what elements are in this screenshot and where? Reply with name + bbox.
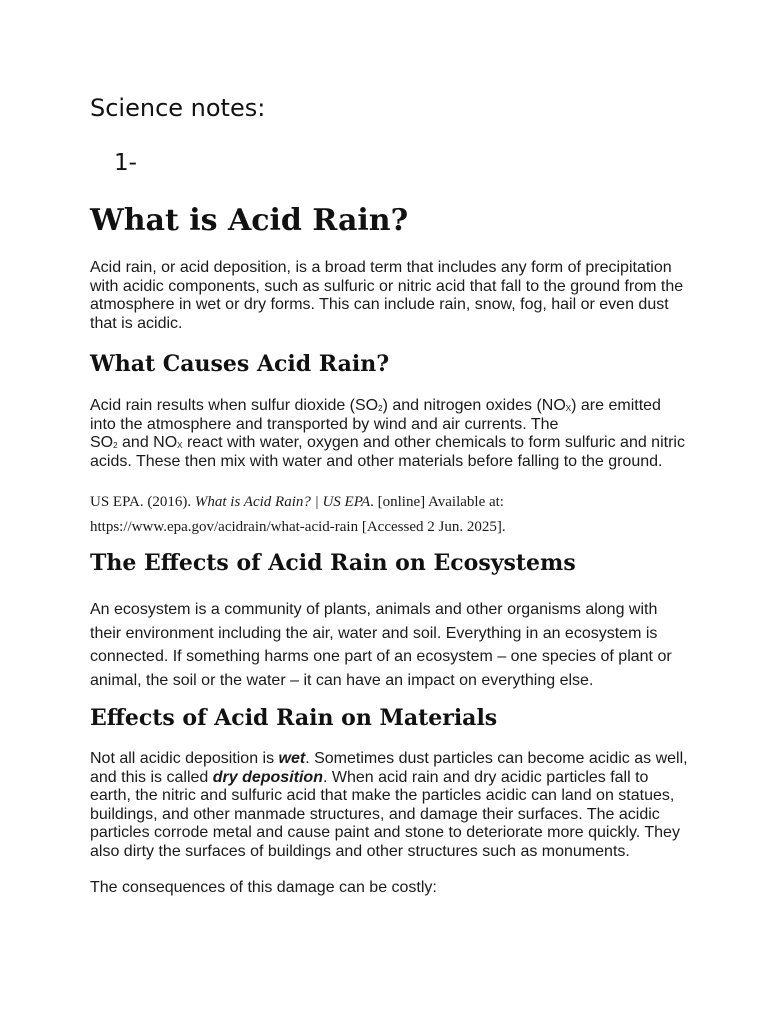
causes-line: into the atmosphere and transported by wind and air currents. The	[90, 415, 559, 433]
materials-line: earth, the nitric and sulfuric acid that make the particles acidic can land on statues,	[90, 787, 675, 805]
subscript: X	[565, 404, 572, 413]
citation-title: What is Acid Rain? | US EPA	[194, 494, 371, 510]
subscript: 2	[378, 404, 383, 413]
materials-paragraph	[90, 750, 688, 862]
materials-text: . When acid rain and dry acidic particles fall to	[322, 768, 649, 786]
materials-line	[90, 750, 688, 767]
ecosystems-heading: The Effects of Acid Rain on Ecosystems	[90, 550, 576, 576]
consequences-paragraph	[90, 879, 437, 898]
causes-line: acids. These then mix with water and other materials before falling to the ground.	[90, 452, 663, 470]
ecosystems-line: their environment including the air, water and soil. Everything in an ecosystem is	[90, 624, 658, 642]
intro-line: with acidic components, such as sulfuric or nitric acid that fall to the ground from the	[90, 277, 684, 295]
citation-url: https://www.epa.gov/acidrain/what-acid-rain [Accessed 2 Jun. 2025].	[90, 519, 506, 535]
subscript: X	[177, 441, 183, 451]
causes-text: Acid rain results when sulfur dioxide (SO	[90, 397, 379, 414]
causes-line	[90, 434, 685, 451]
materials-text: Not all acidic deposition is	[90, 750, 279, 767]
intro-line: Acid rain, or acid deposition, is a broad term that includes any form of precipitation	[90, 259, 672, 276]
materials-line: buildings, and other manmade structures, and damage their surfaces. The acidic	[90, 805, 660, 823]
ecosystems-line: animal, the soil or the water – it can have an impact on everything else.	[90, 671, 594, 689]
emphasis-dry-deposition: dry deposition	[212, 768, 323, 786]
causes-paragraph	[90, 397, 685, 471]
list-number: 1-	[114, 150, 137, 176]
causes-heading: What Causes Acid Rain?	[90, 351, 390, 377]
main-heading: What is Acid Rain?	[90, 203, 409, 238]
citation-line	[90, 494, 504, 510]
materials-text: . Sometimes dust particles can become acidic as well,	[305, 750, 688, 767]
materials-heading: Effects of Acid Rain on Materials	[90, 705, 498, 731]
subscript: 2	[113, 441, 118, 451]
causes-line	[90, 397, 661, 414]
materials-line: also dirty the surfaces of buildings and other structures such as monuments.	[90, 842, 630, 860]
emphasis-wet: wet	[278, 750, 306, 767]
ecosystems-line: An ecosystem is a community of plants, animals and other organisms along with	[90, 601, 658, 618]
ecosystems-paragraph	[90, 598, 672, 692]
materials-line	[90, 769, 648, 786]
intro-line: atmosphere in wet or dry forms. This can include rain, snow, fog, hail or even dust	[90, 296, 669, 314]
citation	[90, 490, 506, 540]
citation-rest: . [online] Available at:	[370, 494, 504, 510]
ecosystems-line: connected. If something harms one part of an ecosystem – one species of plant or	[90, 648, 672, 665]
materials-line: particles corrode metal and cause paint and stone to deteriorate more quickly. They	[90, 824, 680, 842]
causes-text: SO	[90, 434, 114, 452]
consequences-line: The consequences of this damage can be costly:	[90, 879, 437, 896]
causes-text: react with water, oxygen and other chemicals to form sulfuric and nitric	[182, 434, 685, 452]
causes-text: ) are emitted	[571, 397, 661, 414]
notes-title: Science notes:	[90, 94, 266, 122]
intro-line: that is acidic.	[90, 314, 183, 332]
intro-paragraph	[90, 259, 683, 333]
materials-text: and this is called	[90, 768, 213, 786]
causes-text: ) and nitrogen oxides (NO	[382, 397, 566, 414]
citation-author: US EPA. (2016).	[90, 494, 195, 510]
causes-text: and NO	[117, 434, 178, 452]
